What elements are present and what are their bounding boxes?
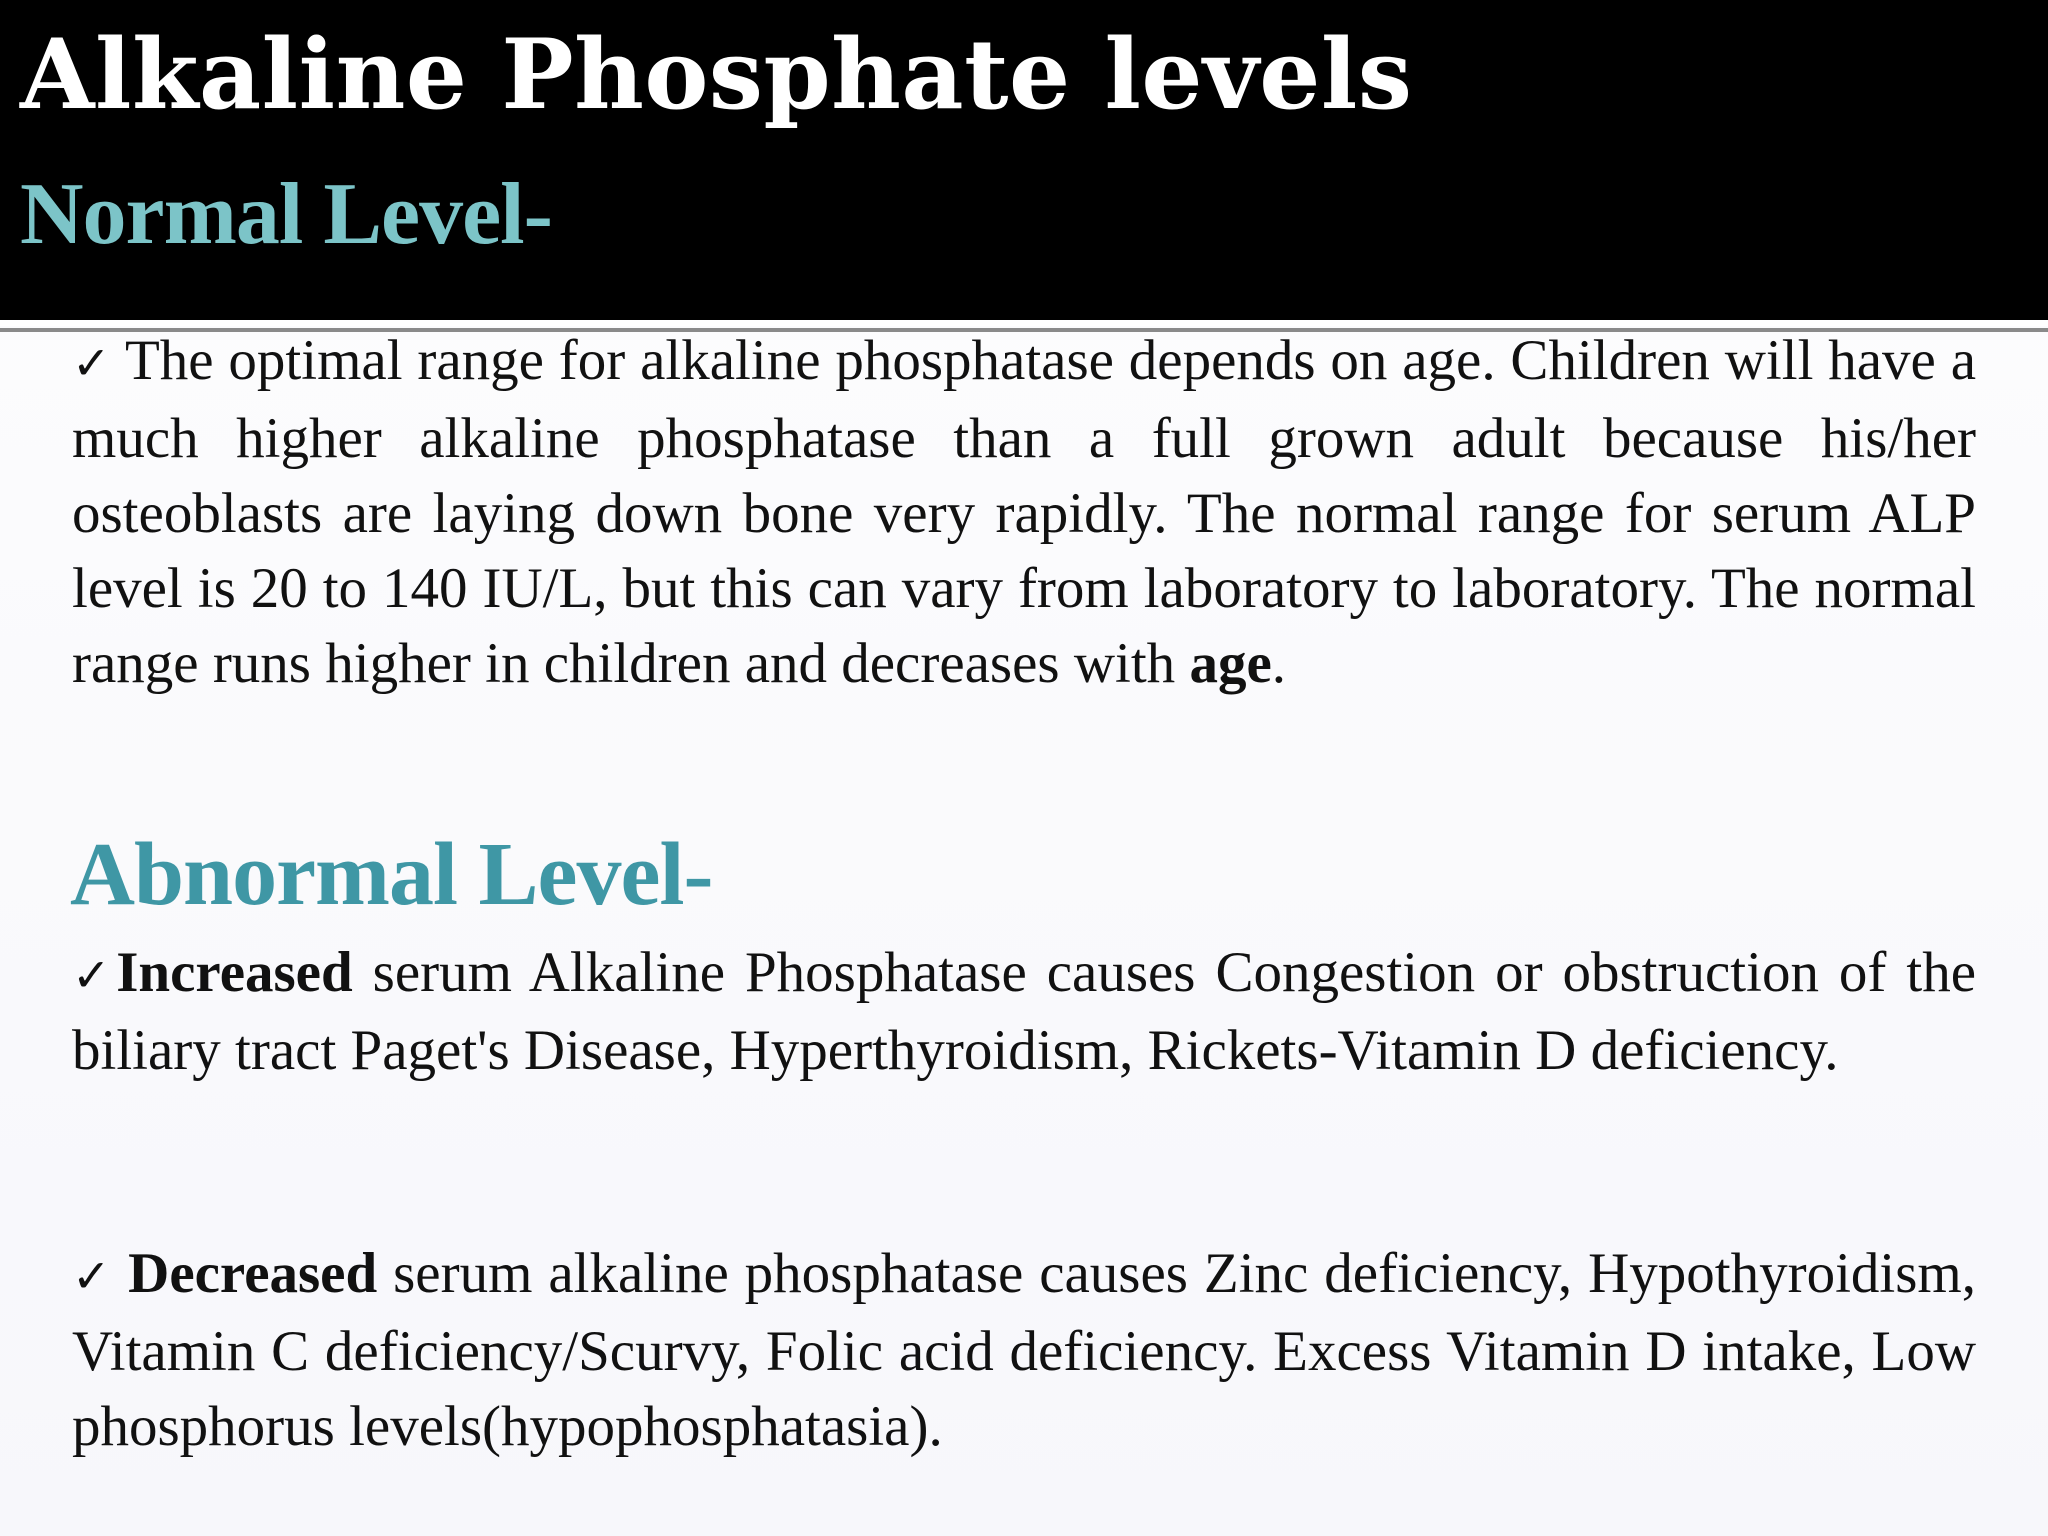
normal-level-heading: Normal Level- xyxy=(20,166,552,263)
decreased-label: Decreased xyxy=(128,1242,378,1305)
increased-paragraph xyxy=(72,935,1976,1088)
normal-level-period: . xyxy=(1271,632,1286,695)
normal-level-bold-word: age xyxy=(1189,632,1272,695)
header-band xyxy=(0,0,2048,320)
slide-title: Alkaline Phosphate levels xyxy=(20,18,1413,131)
normal-level-text: The optimal range for alkaline phosphatase depends on age. Children will have a much higher alkaline phosphatase than a full grown adult because his/her osteoblasts are laying down bone very rapidly. The normal range for serum ALP level is 20 to 140 IU/L, but this can vary from laboratory to laboratory. The normal range runs higher in children and decreases with xyxy=(72,329,1976,695)
checkmark-icon: ✓ xyxy=(72,1249,113,1303)
abnormal-level-heading: Abnormal Level- xyxy=(70,825,713,924)
checkmark-icon: ✓ xyxy=(72,336,112,390)
decreased-text: serum alkaline phosphatase causes Zinc deficiency, Hypothyroidism, Vitamin C deficiency/Scurvy, Folic acid deficiency. Excess Vitamin D intake, Low phosphorus levels(hypophosphatasia). xyxy=(72,1242,1977,1458)
increased-label: Increased xyxy=(116,941,353,1004)
normal-level-paragraph xyxy=(72,323,1976,701)
increased-text: serum Alkaline Phosphatase causes Congestion or obstruction of the biliary tract Paget's Disease, Hyperthyroidism, Rickets-Vitamin D deficiency. xyxy=(72,941,1976,1082)
checkmark-icon: ✓ xyxy=(72,948,117,1002)
decreased-paragraph xyxy=(72,1236,1976,1464)
